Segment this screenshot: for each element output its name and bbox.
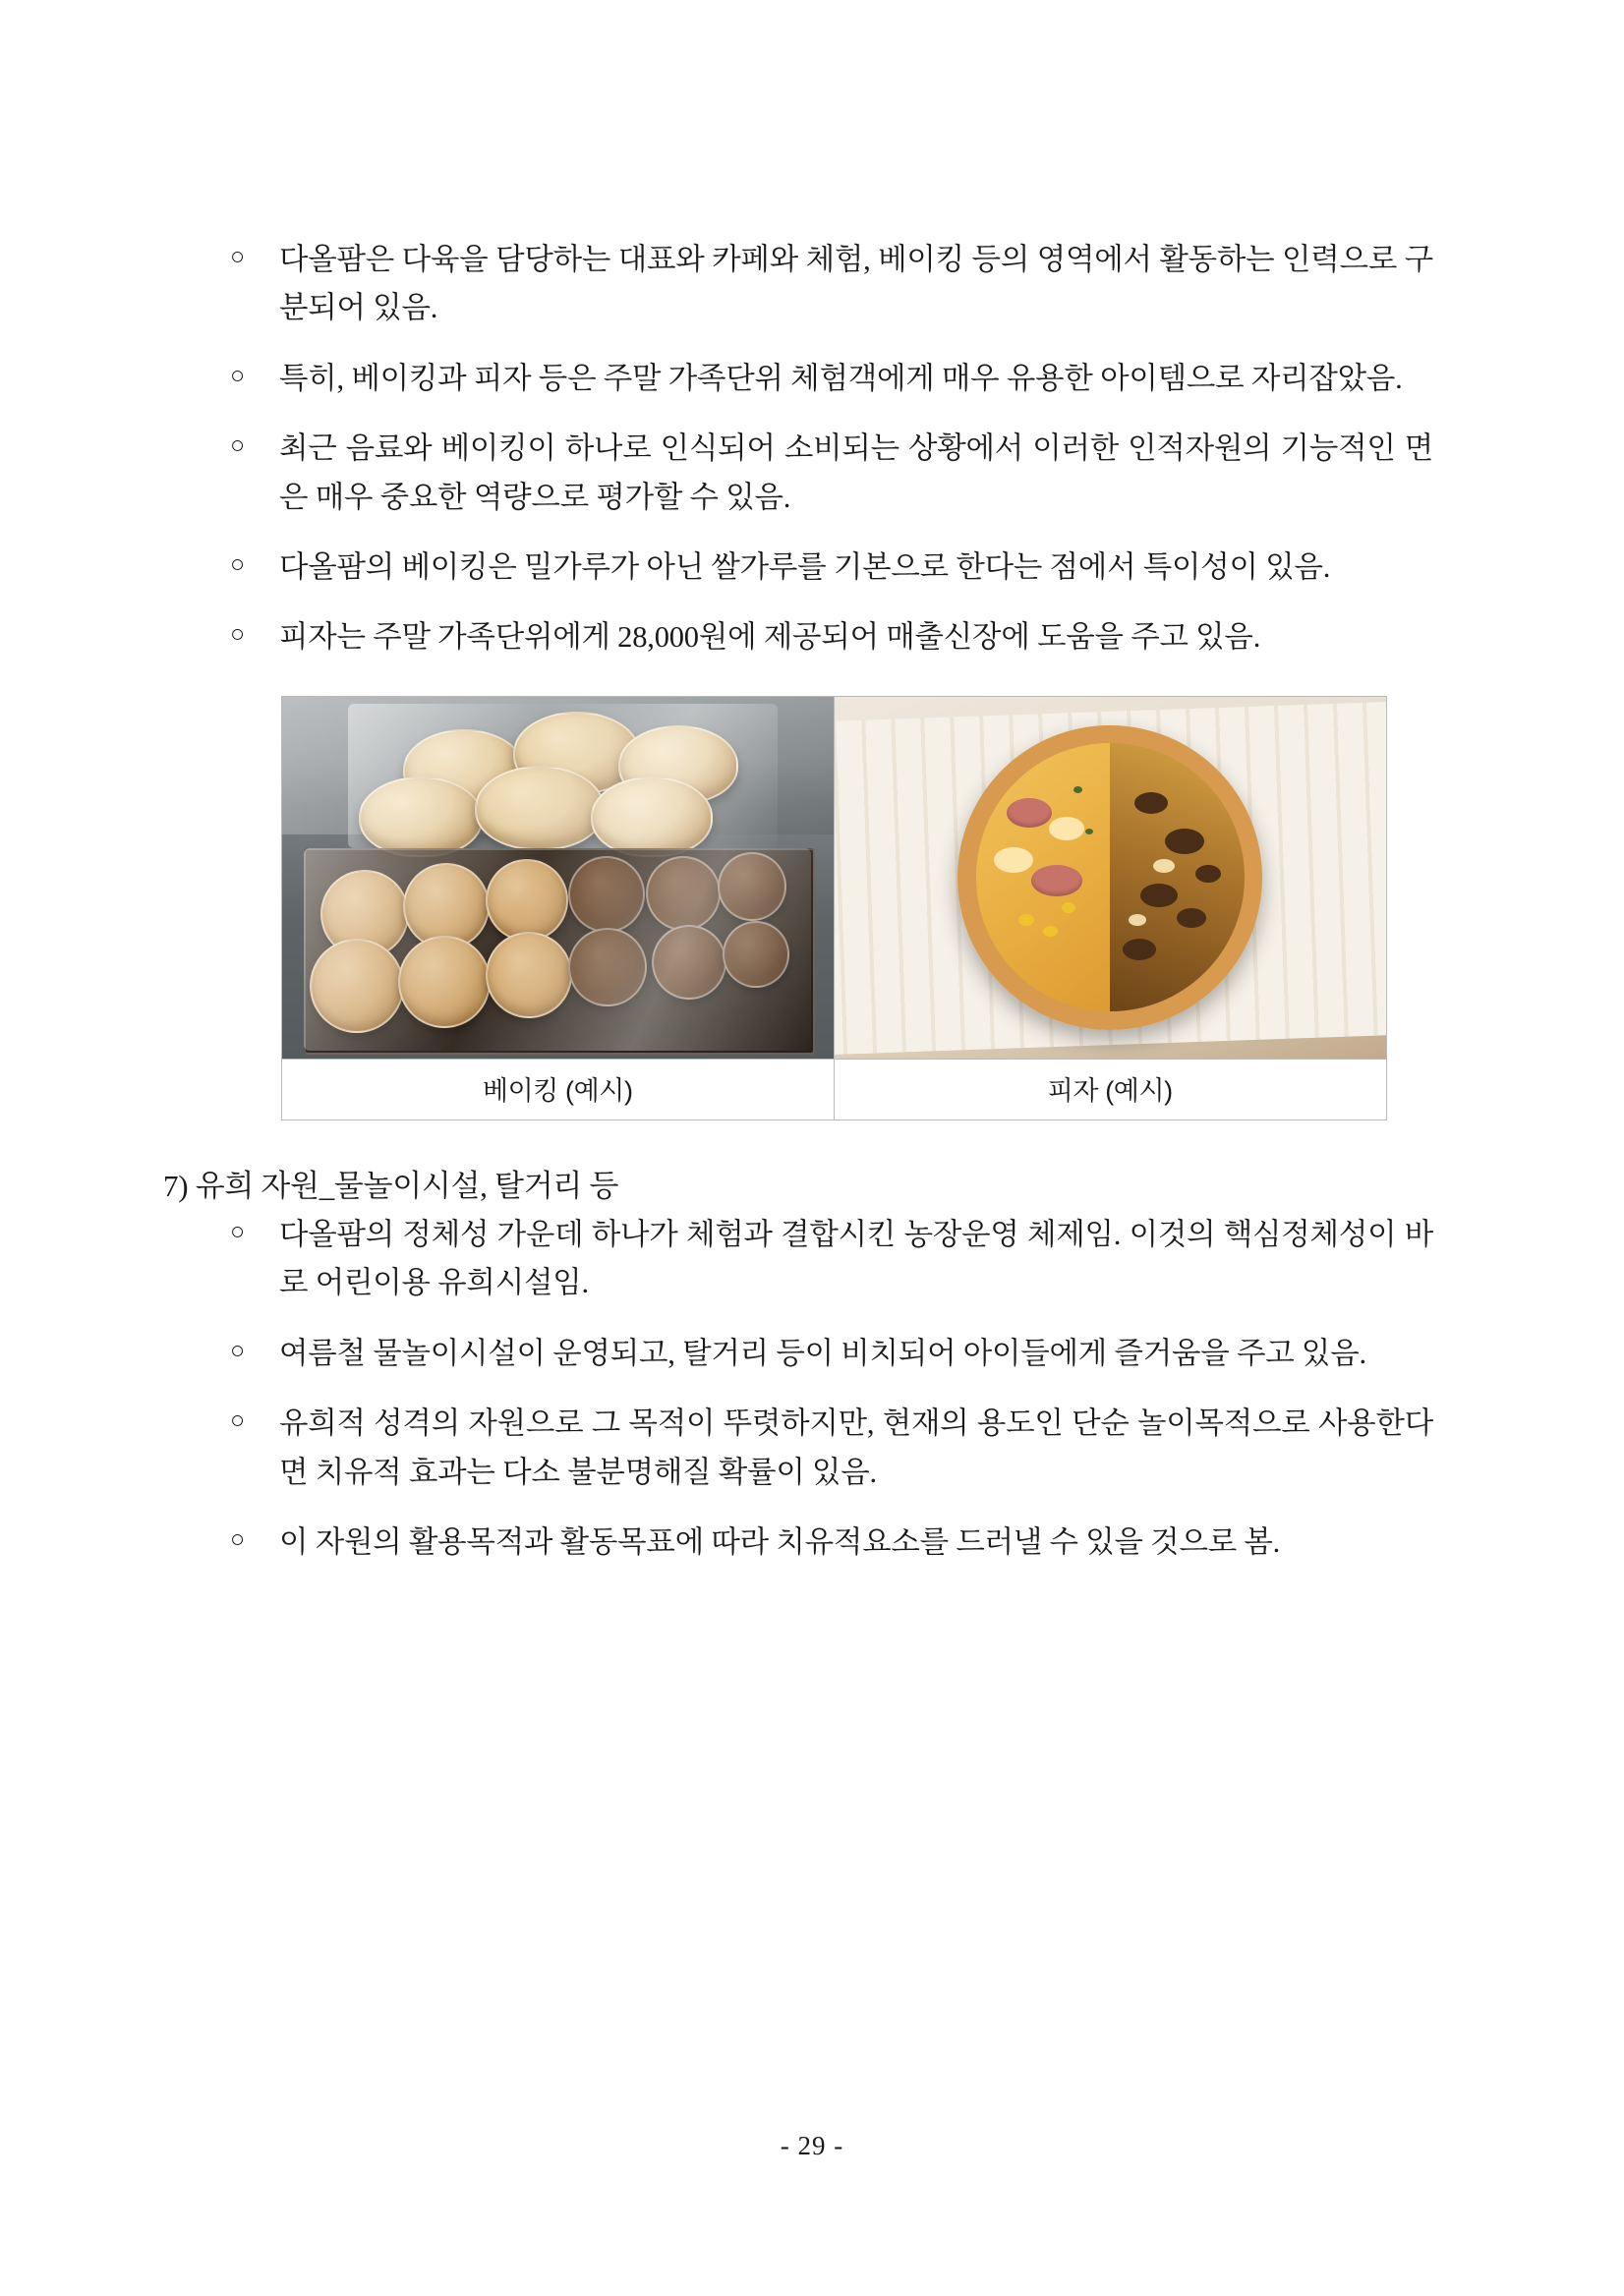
figure-cell-pizza xyxy=(835,697,1387,1059)
bullet-marker-icon: ○ xyxy=(230,621,245,649)
figure-image-row xyxy=(282,697,1386,1059)
section-title: 유희 자원_물놀이시설, 탈거리 등 xyxy=(195,1168,619,1203)
list-item xyxy=(224,1330,1433,1378)
bullet-marker-icon: ○ xyxy=(230,551,245,579)
top-bullet-list xyxy=(224,236,1433,662)
section-number: 7) xyxy=(163,1168,189,1203)
list-item-text: 이 자원의 활용목적과 활동목표에 따라 치유적요소를 드러낼 수 있을 것으로 봄. xyxy=(279,1525,1281,1560)
list-item-text: 최근 음료와 베이킹이 하나로 인식되어 소비되는 상황에서 이러한 인적자원의 기능적인 면은 매우 중요한 역량으로 평가할 수 있음. xyxy=(279,431,1433,514)
bullet-marker-icon: ○ xyxy=(230,1407,245,1435)
page-content xyxy=(163,236,1433,1589)
list-item-text: 다올팜은 다육을 담당하는 대표와 카페와 체험, 베이킹 등의 영역에서 활동하는 인력으로 구분되어 있음. xyxy=(279,243,1433,325)
list-item xyxy=(224,355,1433,403)
list-item-text: 유희적 성격의 자원으로 그 목적이 뚜렷하지만, 현재의 용도인 단순 놀이목적으로 사용한다면 치유적 효과는 다소 불분명해질 확률이 있음. xyxy=(279,1406,1433,1489)
bullet-marker-icon: ○ xyxy=(230,244,245,270)
list-item xyxy=(224,1519,1433,1567)
list-item xyxy=(224,1400,1433,1497)
pizza-photo xyxy=(835,697,1387,1059)
figure-caption-right: 피자 (예시) xyxy=(1047,1075,1173,1106)
pizza-pie xyxy=(957,725,1262,1030)
baking-photo xyxy=(282,697,834,1059)
bullet-marker-icon: ○ xyxy=(230,1337,245,1364)
figure-caption-row xyxy=(282,1059,1386,1119)
figure-block xyxy=(281,696,1387,1120)
bullet-marker-icon: ○ xyxy=(230,1219,245,1246)
figure-cell-baking xyxy=(282,697,835,1059)
section-heading xyxy=(163,1162,1433,1211)
list-item xyxy=(224,236,1433,333)
list-item xyxy=(224,1211,1433,1308)
section-bullet-list xyxy=(224,1211,1433,1567)
bullet-marker-icon: ○ xyxy=(230,432,245,460)
list-item-text: 다올팜의 베이킹은 밀가루가 아닌 쌀가루를 기본으로 한다는 점에서 특이성이 있음. xyxy=(279,550,1331,585)
list-item-text: 피자는 주말 가족단위에게 28,000원에 제공되어 매출신장에 도움을 주고 있음. xyxy=(279,620,1261,655)
list-item-text: 특히, 베이킹과 피자 등은 주말 가족단위 체험객에게 매우 유용한 아이템으로 자리잡았음. xyxy=(279,361,1403,395)
list-item-text: 다올팜의 정체성 가운데 하나가 체험과 결합시킨 농장운영 체제임. 이것의 핵심정체성이 바로 어린이용 유희시설임. xyxy=(279,1218,1433,1300)
list-item xyxy=(224,613,1433,661)
list-item-text: 여름철 물놀이시설이 운영되고, 탈거리 등이 비치되어 아이들에게 즐거움을 주고 있음. xyxy=(279,1336,1366,1370)
page-number: - 29 - xyxy=(780,2131,844,2160)
bullet-marker-icon: ○ xyxy=(230,1526,245,1554)
list-item xyxy=(224,544,1433,592)
bullet-marker-icon: ○ xyxy=(230,362,245,389)
list-item xyxy=(224,425,1433,522)
figure-caption-left: 베이킹 (예시) xyxy=(282,1060,835,1119)
